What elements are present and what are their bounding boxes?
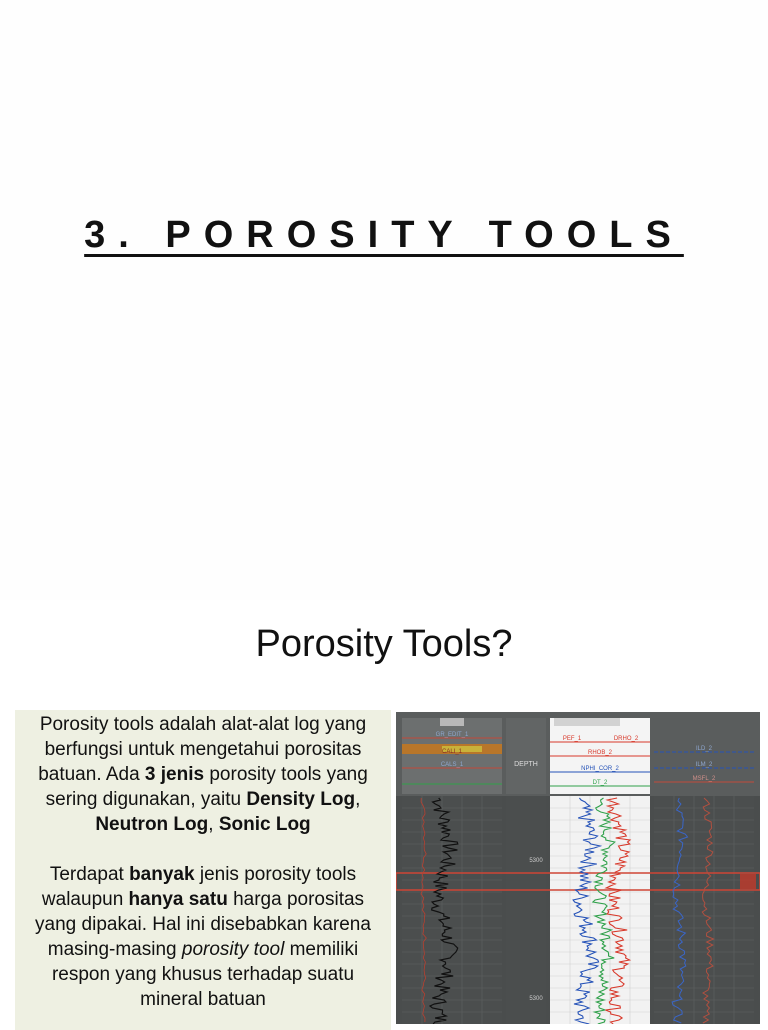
curve-nphi-label: NPHI_COR_2 (581, 766, 619, 772)
curve-pef-label: PEF_1 (562, 736, 582, 742)
paragraph-explanation: Terdapat banyak jenis porosity tools walaupun hanya satu harga porositas yang dipakai. Hal ini disebabkan karena masing-masing porosity tool memiliki respon yang khusus terhadap suatu mineral batuan (35, 864, 371, 1010)
depth-tick-1: 5300 (529, 858, 543, 864)
curve-rhob-label: RHOB_2 (587, 750, 613, 756)
curve-cali-label: CALI_1 (441, 749, 463, 755)
slide-title-heading: Porosity Tools? (255, 623, 513, 665)
description-box (15, 710, 391, 1030)
curve-gr-label: GR_EDIT_1 (435, 732, 469, 738)
depth-label: DEPTH (514, 761, 538, 768)
curve-dt-label: DT_2 (592, 780, 608, 786)
curve-msfl-label: MSFL_2 (692, 776, 716, 782)
curve-ilm-label: ILM_2 (695, 762, 713, 768)
curve-cals-label: CALS_1 (440, 762, 464, 768)
curve-drho-label: DRHO_2 (613, 736, 639, 742)
paragraph-definition: Porosity tools adalah alat-alat log yang berfungsi untuk mengetahui porositas batuan. Ada 3 jenis porosity tools yang sering digunakan, yaitu Density Log, Neutron Log, Sonic Log (38, 714, 368, 835)
slide-porosity-tools (0, 600, 768, 1024)
depth-tick-2: 5300 (529, 996, 543, 1002)
well-log-chart (396, 712, 760, 1024)
section-title: 3. POROSITY TOOLS (84, 214, 684, 256)
curve-ild-label: ILD_2 (695, 746, 713, 752)
well-log-image (396, 712, 760, 1024)
